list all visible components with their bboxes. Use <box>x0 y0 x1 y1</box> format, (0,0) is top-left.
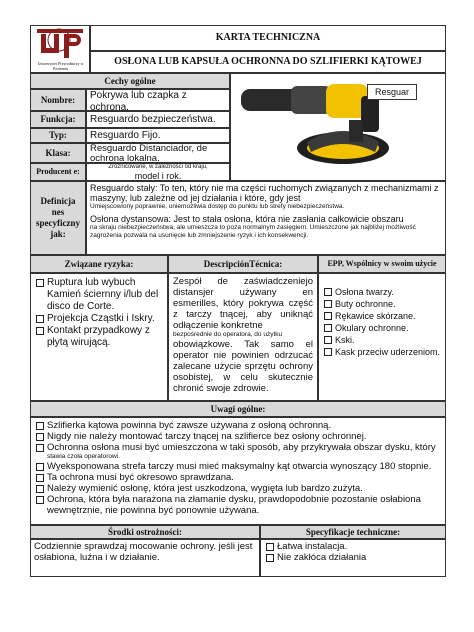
list-item: Ruptura lub wybuch Kamień ściernny i/lub del disco de Corte. <box>35 277 163 313</box>
list-item: Osłona twarzy. <box>323 286 441 298</box>
definition-p1: Resguardo stały: To ten, który nie ma części ruchomych związanych z mechanizmami z maszyny, lub zależne od jej działania i które, gdy jest <box>90 183 439 203</box>
list-item: Kski. <box>323 334 441 346</box>
label-klasa: Klasa: <box>30 143 86 163</box>
checkbox-icon <box>324 336 332 344</box>
risks-cell <box>30 273 168 401</box>
description-text-small: bezpośrednie do operatora, do użytku <box>173 331 283 338</box>
value-funkcja: Resguardo bezpieczeństwa. <box>86 111 230 128</box>
checkbox-icon <box>36 279 44 287</box>
checkbox-icon <box>36 422 44 430</box>
value-producent <box>86 163 230 181</box>
list-item: Buty ochronne. <box>323 298 441 310</box>
label-nombre: Nombre: <box>30 89 86 111</box>
checkbox-icon <box>36 496 44 504</box>
card-title: KARTA TECHNICZNA <box>90 25 446 51</box>
value-klasa: Resguardo Distanciador, de ochrona lokalna. <box>86 143 230 163</box>
checkbox-icon <box>36 444 44 452</box>
description-text-2: obowiązkowe. Tak samo el operator nie powinien odrzucać zalecane użycie sprzętu ochrony osobistej, w celu skutecznie chronić swoje zdrowie. <box>173 339 313 394</box>
checkbox-icon <box>36 315 44 323</box>
checkbox-icon <box>36 433 44 441</box>
list-item: Wyeksponowana strefa tarczy musi mieć maksymalny kąt otwarcia wynoszący 180 stopnie. <box>35 461 441 472</box>
list-item: Nigdy nie należy montować tarczy tnącej na szlifierce bez osłony ochronnej. <box>35 431 441 442</box>
value-producent-main: model i rok. <box>134 171 182 181</box>
checkbox-icon <box>324 288 332 296</box>
label-producent: Producent e: <box>30 163 86 181</box>
general-section-label: Cechy ogólne <box>30 73 230 89</box>
risks-header: Związane ryzyka: <box>30 255 168 273</box>
logo-subtitle: Uniwersytet Przyrodniczy w Poznaniu <box>37 61 84 71</box>
checkbox-icon <box>324 312 332 320</box>
description-header: DescripciónTécnica: <box>168 255 318 273</box>
specs-list <box>265 541 441 563</box>
description-text: Zespół de zaświadczeniejo distansjer używany en esmerilles, który pokrywa część z tarczy tnącej, aby uniknąć odłączenie konkretne <box>173 276 313 331</box>
logo-cell <box>30 25 90 73</box>
list-item: Kask przeciw uderzeniom. <box>323 346 441 358</box>
notes-header: Uwagi ogólne: <box>30 401 446 417</box>
card-subject: OSŁONA LUB KAPSUŁA OCHRONNA DO SZLIFIERKI KĄTOWEJ <box>90 51 446 73</box>
image-label: Resguar <box>367 84 417 100</box>
checkbox-icon <box>324 300 332 308</box>
list-item: Należy wymienić osłonę, która jest uszkodzona, wygięta lub bardzo zużyta. <box>35 483 441 494</box>
label-typ: Typ: <box>30 128 86 143</box>
specs-cell <box>260 539 446 577</box>
value-typ: Resguardo Fijo. <box>86 128 230 143</box>
list-item: Rękawice skórzane. <box>323 310 441 322</box>
definition-p1-small: Umiejscowiony poprawnie, uniemożliwia dostęp do punktu lub strefy niebezpieczeństwa. <box>90 203 345 210</box>
precautions-header: Środki ostrożności: <box>30 525 260 539</box>
precautions-text: Codziennie sprawdzaj mocowanie ochrony. jeśli jest osłabiona, luźna i w działanie. <box>30 539 260 577</box>
definition-label: Definicja nes specyficzny jak: <box>30 181 86 255</box>
definition-text <box>86 181 446 255</box>
list-item: Projekcja Cząstki i Iskry. <box>35 313 163 325</box>
ppe-cell <box>318 273 446 401</box>
value-producent-small: Zróżnicowane, w zależności od kraju, <box>108 164 208 170</box>
list-item: Nie zakłóca działania <box>265 552 441 563</box>
product-image-cell <box>230 73 446 181</box>
list-item: Szlifierka kątowa powinna być zawsze używana z osłoną ochronną. <box>35 420 441 431</box>
checkbox-icon <box>36 474 44 482</box>
description-cell <box>168 273 318 401</box>
list-item: Ochrona, która była narażona na złamanie dysku, prawdopodobnie pozostanie osłabiona wewnętrznie, nie powinna być ponownie używana. <box>35 494 441 516</box>
checkbox-icon <box>36 485 44 493</box>
ppe-header: EPP, Wspólnicy w swoim użycie <box>318 255 446 273</box>
ppe-list <box>323 286 441 358</box>
list-item: Okulary ochronne. <box>323 322 441 334</box>
checkbox-icon <box>36 327 44 335</box>
checkbox-icon <box>266 554 274 562</box>
notes-list <box>35 420 441 516</box>
list-item: Ochronna osłona musi być umieszczona w taki sposób, aby przykrywała obszar dysku, który stawia czoła operatorowi. <box>35 442 441 461</box>
list-item: Kontakt przypadkowy z płytą wirującą. <box>35 325 163 349</box>
definition-p2-small: na skraju niebezpieczeństwa, ale umieszcza to poza normalnym zasięgiem. Umieszczone jak najbliżej możliwość zagrożenia pozwala na usunięcie lub zmniejszenie ryzyk i ich konsekwencji. <box>90 224 416 239</box>
checkbox-icon <box>36 463 44 471</box>
label-funkcja: Funkcja: <box>30 111 86 128</box>
definition-p2: Osłona dystansowa: Jest to stała osłona, która nie zasłania całkowicie obszaru <box>90 214 404 224</box>
risks-list <box>35 277 163 349</box>
specs-header: Specyfikacje techniczne: <box>260 525 446 539</box>
list-item: Łatwa instalacja. <box>265 541 441 552</box>
checkbox-icon <box>266 543 274 551</box>
checkbox-icon <box>324 324 332 332</box>
value-nombre: Pokrywa lub czapka z ochrona. <box>86 89 230 111</box>
checkbox-icon <box>324 348 332 356</box>
list-item: Ta ochrona musi być okresowo sprawdzana. <box>35 472 441 483</box>
notes-cell <box>30 417 446 525</box>
